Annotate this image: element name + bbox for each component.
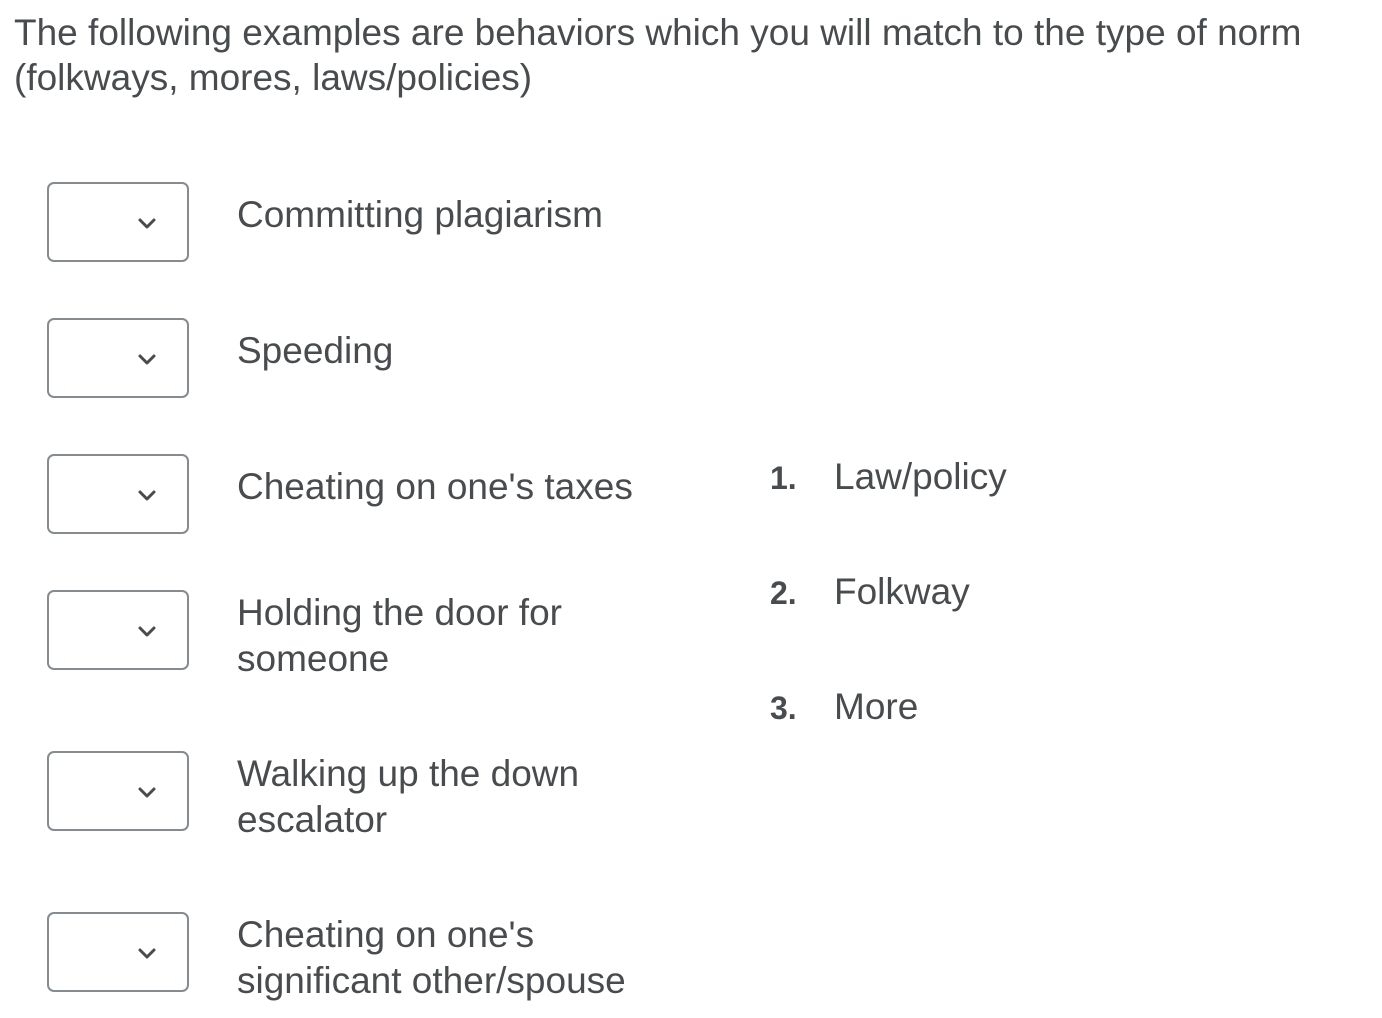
match-dropdown[interactable] [47,318,189,398]
chevron-down-icon [137,783,157,803]
choice-label: Folkway [834,571,970,612]
chevron-down-icon [137,486,157,506]
match-item [47,590,747,679]
match-item-label: Speeding [237,330,394,371]
match-item [47,454,747,538]
match-dropdown[interactable] [47,751,189,831]
chevron-down-icon [137,622,157,642]
match-item-label: Cheating on one's taxes [237,466,633,507]
question-text: The following examples are behaviors which you will match to the type of norm (folkways, mores, laws/policies) [14,12,1302,98]
choice-number: 1. [770,460,797,496]
match-item-label: Holding the door for someone [237,592,562,679]
match-item [47,318,747,402]
match-item [47,182,747,266]
chevron-down-icon [137,350,157,370]
match-item-label: Walking up the down escalator [237,753,580,840]
match-item [47,912,747,1001]
choice-folkway [770,569,970,616]
choice-label: Law/policy [834,456,1007,497]
choice-more [770,684,918,731]
match-item-label: Committing plagiarism [237,194,603,235]
match-dropdown[interactable] [47,454,189,534]
match-dropdown[interactable] [47,912,189,992]
choice-number: 2. [770,575,797,611]
match-item-label: Cheating on one's significant other/spouse [237,914,626,1001]
match-item [47,751,747,840]
match-dropdown[interactable] [47,590,189,670]
match-dropdown[interactable] [47,182,189,262]
chevron-down-icon [137,944,157,964]
choice-number: 3. [770,690,797,726]
choice-label: More [834,686,919,727]
chevron-down-icon [137,214,157,234]
choice-law-policy [770,454,1007,501]
